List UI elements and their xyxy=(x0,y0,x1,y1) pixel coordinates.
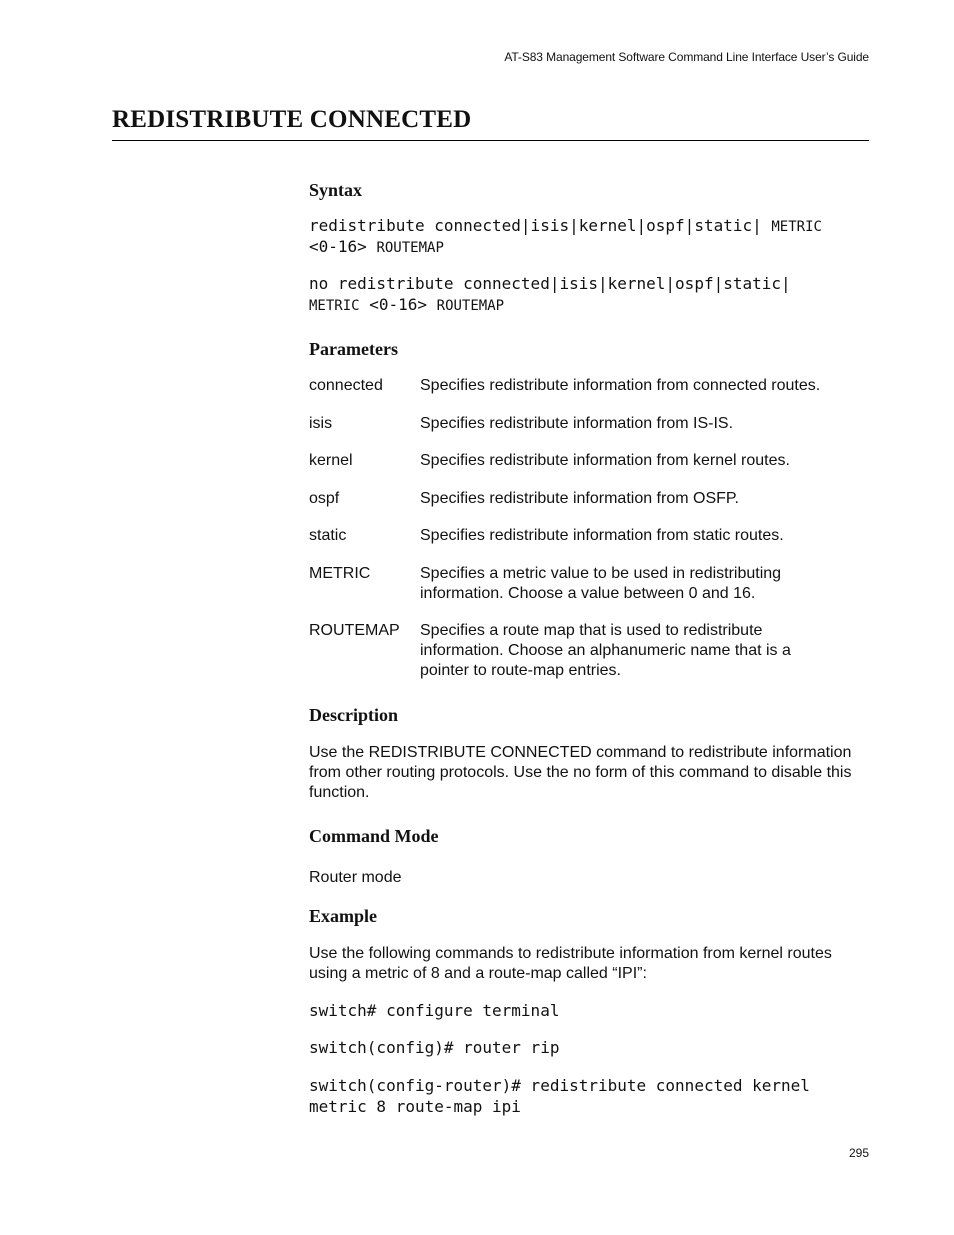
syntax-metric-keyword: METRIC xyxy=(771,219,822,235)
param-desc-isis: Specifies redistribute information from IS-IS. xyxy=(420,415,734,432)
param-desc-kernel: Specifies redistribute information from kernel routes. xyxy=(420,452,790,469)
example-command-3-line-1: switch(config-router)# redistribute connected kernel xyxy=(309,1076,810,1095)
command-mode-text: Router mode xyxy=(309,869,402,886)
example-command-2: switch(config)# router rip xyxy=(309,1038,560,1057)
syntax-line-2 xyxy=(309,237,444,258)
example-text: Use the following commands to redistribute information from kernel routes using a metric of 8 and a route-map called “IPI”: xyxy=(309,945,832,982)
param-name-kernel: kernel xyxy=(309,452,353,469)
syntax-no-line-2 xyxy=(309,295,504,316)
syntax-line-1-text: redistribute connected|isis|kernel|ospf|static| xyxy=(309,216,772,235)
syntax-routemap-keyword: ROUTEMAP xyxy=(376,240,444,256)
syntax-no-routemap-keyword: ROUTEMAP xyxy=(436,298,505,314)
example-command-1: switch# configure terminal xyxy=(309,1001,560,1020)
section-title: REDISTRIBUTE CONNECTED xyxy=(112,106,472,133)
page-number: 295 xyxy=(848,1146,869,1160)
title-underline xyxy=(112,140,869,141)
description-heading: Description xyxy=(309,705,398,725)
param-name-ospf: ospf xyxy=(309,490,340,507)
syntax-no-line-1: no redistribute connected|isis|kernel|ospf|static| xyxy=(309,274,791,293)
param-name-routemap: ROUTEMAP xyxy=(309,622,400,639)
syntax-line-2-text: <0-16> xyxy=(309,237,377,256)
running-header: AT-S83 Management Software Command Line Interface User’s Guide xyxy=(504,50,869,64)
param-desc-metric: Specifies a metric value to be used in redistributing information. Choose a value between 0 and 16. xyxy=(420,565,782,602)
example-heading: Example xyxy=(309,906,378,926)
param-name-static: static xyxy=(309,527,347,544)
param-name-connected: connected xyxy=(309,377,383,394)
param-name-metric: METRIC xyxy=(309,565,371,582)
param-name-isis: isis xyxy=(309,415,333,432)
parameters-heading: Parameters xyxy=(309,339,398,359)
param-desc-static: Specifies redistribute information from static routes. xyxy=(420,527,784,544)
syntax-line-1 xyxy=(309,216,822,237)
command-mode-heading: Command Mode xyxy=(309,826,439,846)
param-desc-ospf: Specifies redistribute information from OSFP. xyxy=(420,490,739,507)
param-desc-connected: Specifies redistribute information from connected routes. xyxy=(420,377,821,394)
param-desc-routemap: Specifies a route map that is used to redistribute information. Choose an alphanumeric name that is a pointer to route-map entries. xyxy=(420,622,791,679)
syntax-no-metric-keyword: METRIC xyxy=(309,298,360,314)
syntax-heading: Syntax xyxy=(309,180,363,200)
syntax-no-range: <0-16> xyxy=(359,295,437,314)
example-command-3-line-2: metric 8 route-map ipi xyxy=(309,1097,521,1116)
description-text: Use the REDISTRIBUTE CONNECTED command to redistribute information from other routing protocols. Use the no form of this command to disable this function. xyxy=(309,744,852,801)
